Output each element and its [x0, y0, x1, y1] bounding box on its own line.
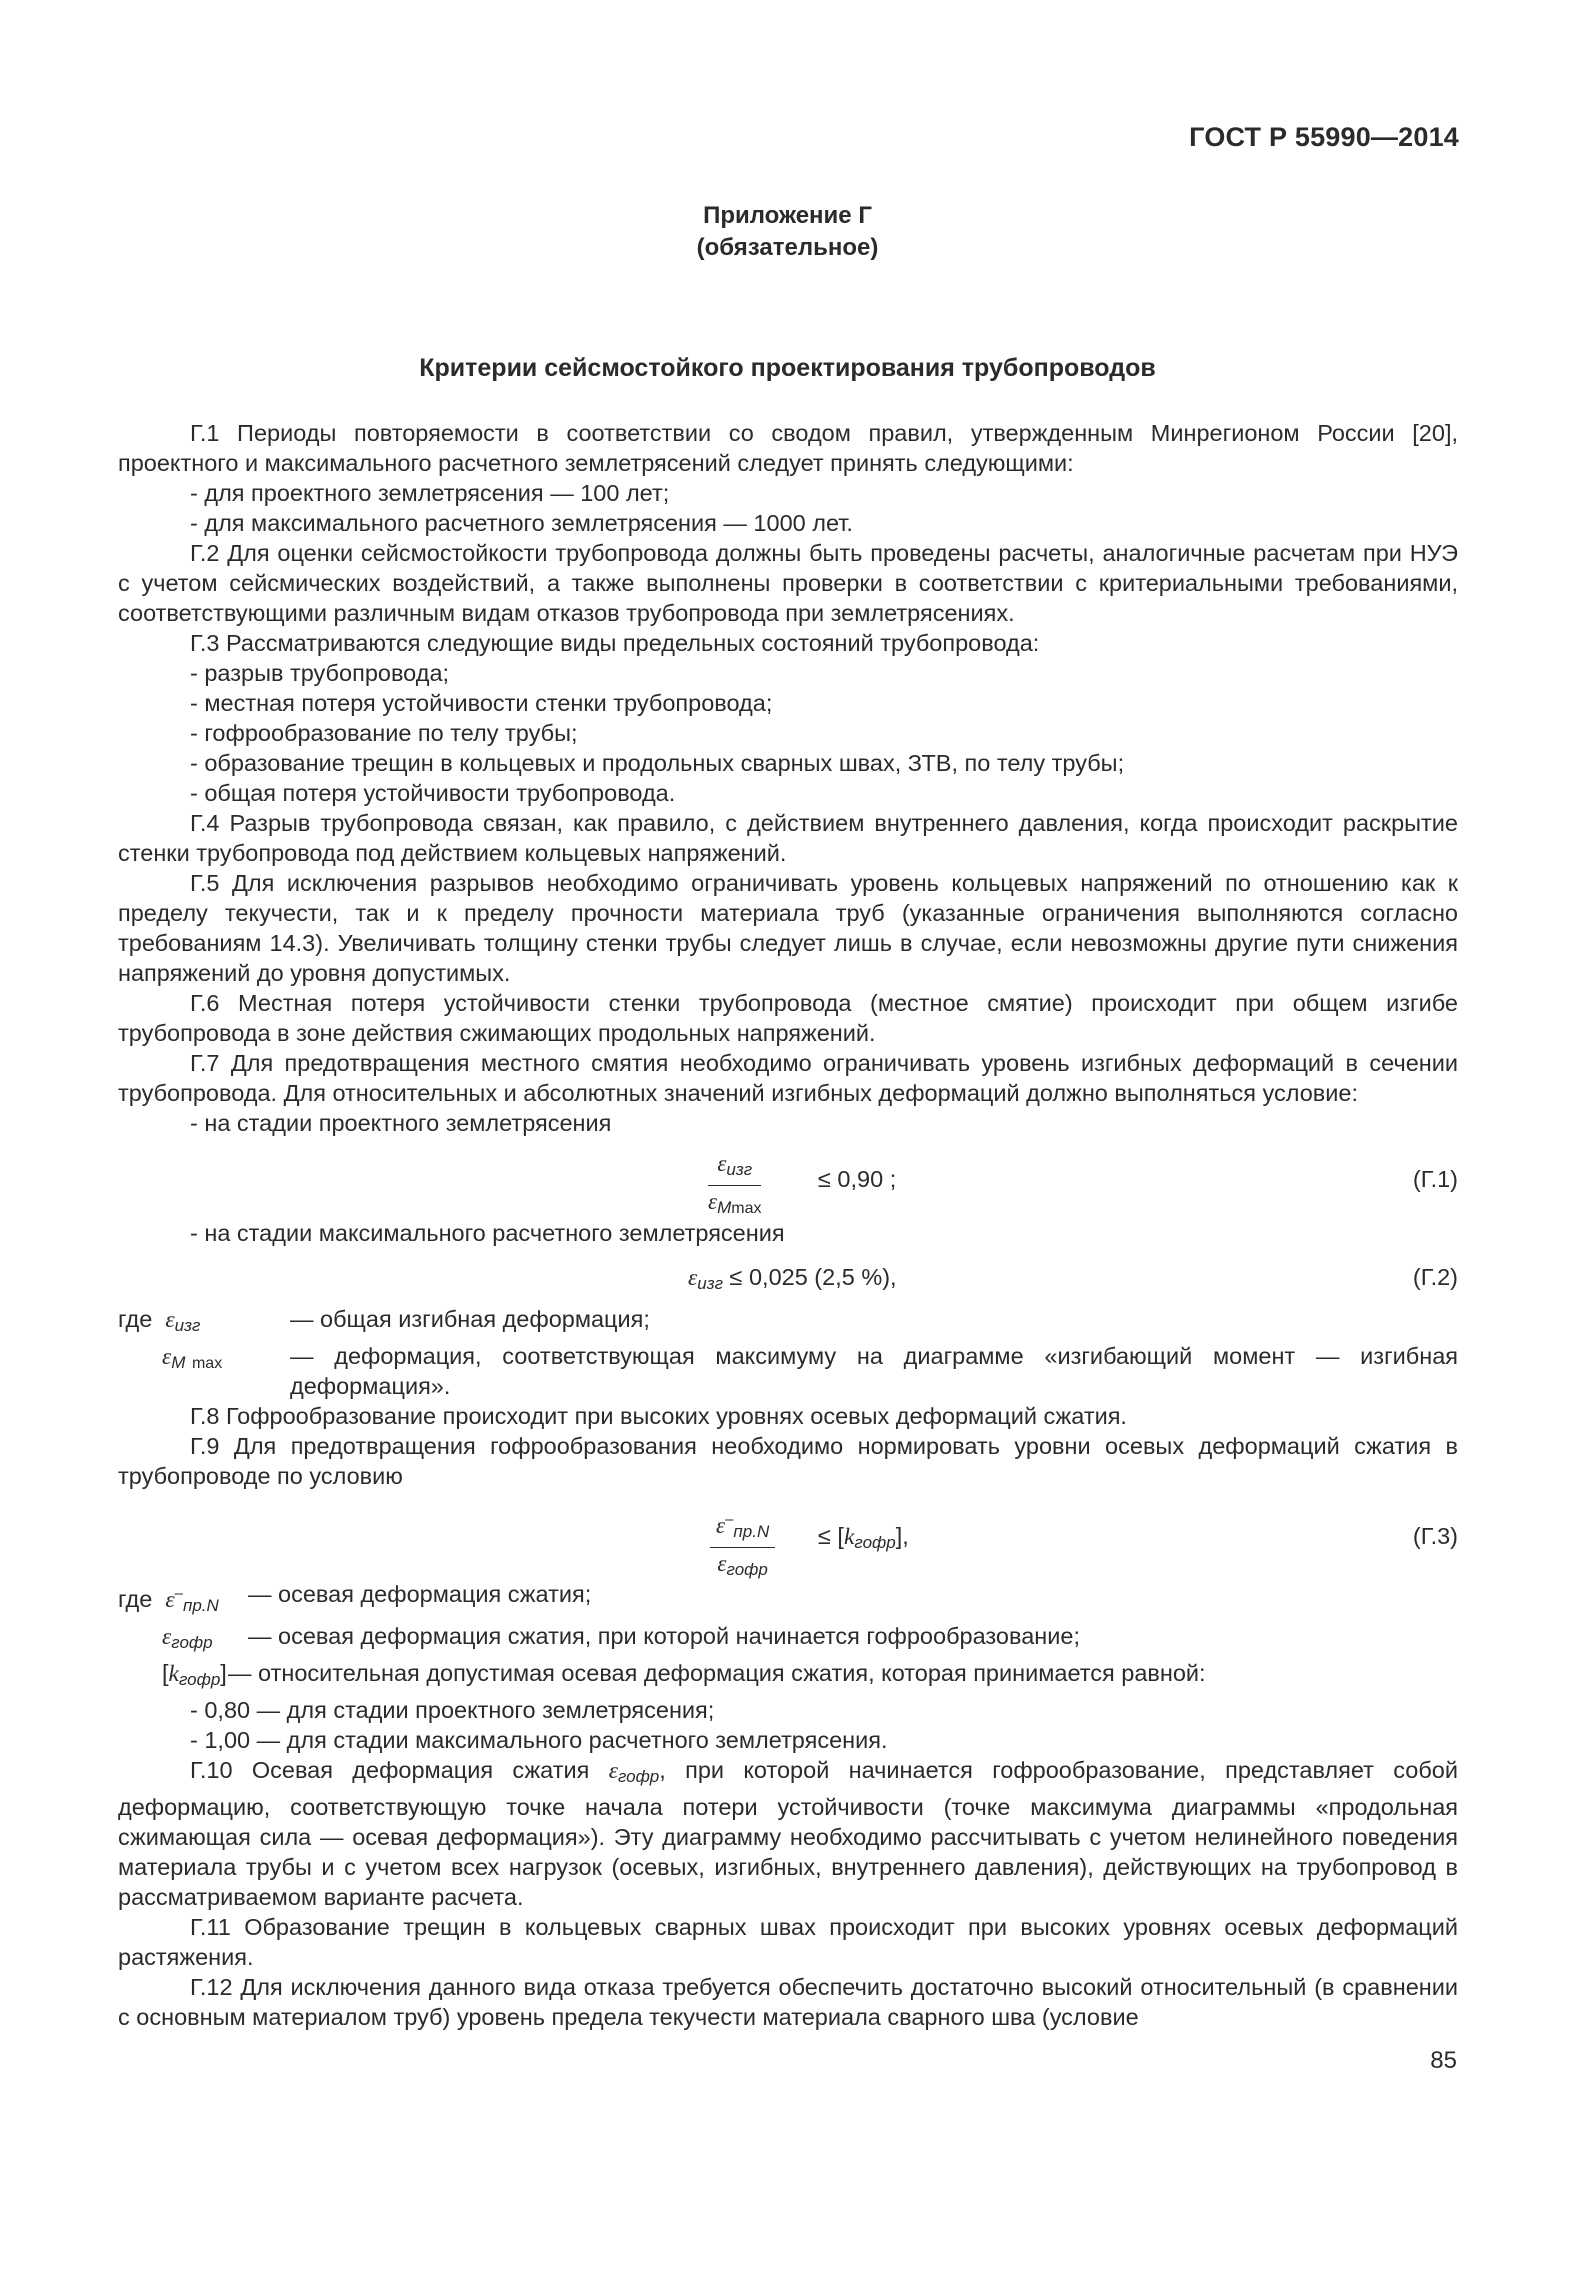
list-item: - для проектного землетрясения — 100 лет; [190, 480, 670, 506]
definition-row [118, 1304, 1458, 1341]
list-item: - 1,00 — для стадии максимального расчетного землетрясения. [190, 1727, 888, 1753]
section-title: Критерии сейсмостойкого проектирования трубопроводов [419, 354, 1156, 382]
definition-row [118, 1621, 1458, 1658]
list-item: - на стадии проектного землетрясения [190, 1110, 612, 1136]
equation-relation: ≤ 0,90 ; [818, 1166, 897, 1192]
definition-symbol: $\varepsilon_M$ max [162, 1344, 223, 1372]
fraction-denominator: $\varepsilon_{гофр}$ [717, 1551, 768, 1579]
equation-g3 [118, 1507, 1458, 1579]
definition-text: — деформация, соответствующая максимуму на диаграмме «изгибающий момент — изгибная деформация». [290, 1343, 1458, 1399]
definition-row [118, 1341, 1458, 1401]
paragraph-g6: Г.6 Местная потеря устойчивости стенки трубопровода (местное смятие) происходит при общем изгибе трубопровода в зоне действия сжимающих продольных напряжений. [118, 990, 1458, 1046]
fraction-numerator: $\varepsilon^-_{пр.N}$ [710, 1507, 775, 1548]
definition-text: — осевая деформация сжатия; [248, 1581, 592, 1607]
paragraph-g4: Г.4 Разрыв трубопровода связан, как правило, с действием внутреннего давления, когда происходит раскрытие стенки трубопровода под действием кольцевых напряжений. [118, 810, 1458, 866]
definition-text: — осевая деформация сжатия, при которой начинается гофрообразование; [248, 1623, 1080, 1649]
annex-heading [0, 200, 1575, 264]
paragraph-g7: Г.7 Для предотвращения местного смятия необходимо ограничивать уровень изгибных деформаций в сечении трубопровода. Для относительных и абсолютных значений изгибных деформаций должно выполняться условие: [118, 1050, 1458, 1106]
definition-symbol: где $\varepsilon^-_{пр.N}$ [118, 1585, 219, 1615]
definition-symbol: $\varepsilon_{гофр}$ [162, 1624, 213, 1652]
paragraph-g5: Г.5 Для исключения разрывов необходимо ограничивать уровень кольцевых напряжений по отношению как к пределу текучести, так и к пределу прочности материала труб (указанные ограничения выполняются согласно требованиям 14.3). Увеличивать толщину стенки трубы следует лишь в случае, если невозможны другие пути снижения напряжений до уровня допустимых. [118, 870, 1458, 986]
paragraph-g8: Г.8 Гофрообразование происходит при высоких уровнях осевых деформаций сжатия. [190, 1403, 1127, 1429]
list-item: - образование трещин в кольцевых и продольных сварных швах, ЗТВ, по телу трубы; [190, 750, 1125, 776]
fraction [710, 1507, 775, 1583]
definition-symbol: $[k_{гофр}]$ [162, 1660, 227, 1689]
equation-g2 [118, 1254, 1458, 1300]
fraction-denominator: $\varepsilon_M\max$ [708, 1189, 762, 1217]
document-body [118, 418, 1458, 2032]
fraction-numerator: $\varepsilon_{изг}$ [708, 1150, 761, 1186]
paragraph-g9: Г.9 Для предотвращения гофрообразования необходимо нормировать уровни осевых деформаций сжатия в трубопроводе по условию [118, 1433, 1458, 1489]
equation-number: (Г.1) [1412, 1166, 1458, 1192]
annex-label: Приложение Г [703, 202, 872, 229]
equation-relation: ≤ $[k_{гофр}]$, [818, 1523, 909, 1552]
list-item: - разрыв трубопровода; [190, 660, 450, 686]
definition-text: — относительная допустимая осевая деформация сжатия, которая принимается равной: [228, 1660, 1206, 1686]
list-item: - гофрообразование по телу трубы; [190, 720, 578, 746]
paragraph-g11: Г.11 Образование трещин в кольцевых сварных швах происходит при высоких уровнях осевых деформаций растяжения. [118, 1914, 1458, 1970]
list-item: - для максимального расчетного землетрясения — 1000 лет. [190, 510, 853, 536]
fraction [708, 1150, 761, 1222]
paragraph-g3: Г.3 Рассматриваются следующие виды предельных состояний трубопровода: [190, 630, 1040, 656]
list-item: - местная потеря устойчивости стенки трубопровода; [190, 690, 773, 716]
definition-text: — общая изгибная деформация; [290, 1306, 650, 1332]
definition-row [118, 1658, 1458, 1695]
page-number: 85 [1430, 2047, 1457, 2074]
definition-symbol: где $\varepsilon_{изг}$ [118, 1306, 201, 1335]
list-item: - на стадии максимального расчетного землетрясения [190, 1220, 785, 1246]
annex-status: (обязательное) [696, 234, 879, 261]
standard-designation: ГОСТ Р 55990—2014 [1189, 122, 1459, 152]
paragraph-g12: Г.12 Для исключения данного вида отказа требуется обеспечить достаточно высокий относительный (в сравнении с основным материалом труб) уровень предела текучести материала сварного шва (условие [118, 1974, 1458, 2030]
equation-expression: $\varepsilon_{изг} \le 0,025$ (2,5 %), [688, 1264, 897, 1293]
equation-number: (Г.2) [1412, 1264, 1458, 1290]
paragraph-g2: Г.2 Для оценки сейсмостойкости трубопровода должны быть проведены расчеты, аналогичные расчетам при НУЭ с учетом сейсмических воздействий, а также выполнены проверки в соответствии с критериальными требованиями, соответствующими различным видам отказов трубопровода при землетрясениях. [118, 540, 1458, 626]
equation-number: (Г.3) [1412, 1523, 1458, 1549]
list-item: - 0,80 — для стадии проектного землетрясения; [190, 1697, 715, 1723]
list-item: - общая потеря устойчивости трубопровода. [190, 780, 676, 806]
paragraph-g1: Г.1 Периоды повторяемости в соответствии со сводом правил, утвержденным Минрегионом России [20], проектного и максимального расчетного землетрясений следует принять следующими: [118, 420, 1458, 476]
equation-g1 [118, 1150, 1458, 1217]
definition-row [118, 1579, 1458, 1621]
paragraph-g10: Г.10 Осевая деформация сжатия $\varepsilon_{гофр}$, при которой начинается гофрообразование, представляет собой деформацию, соответствующую точке начала потери устойчивости (точке максимума диаграммы «продольная сжимающая сила — осевая деформация»). Эту диаграмму необходимо рассчитывать с учетом нелинейного поведения материала трубы и с учетом всех нагрузок (осевых, изгибных, внутреннего давления), действующих на трубопровод в рассматриваемом варианте расчета. [118, 1757, 1458, 1910]
